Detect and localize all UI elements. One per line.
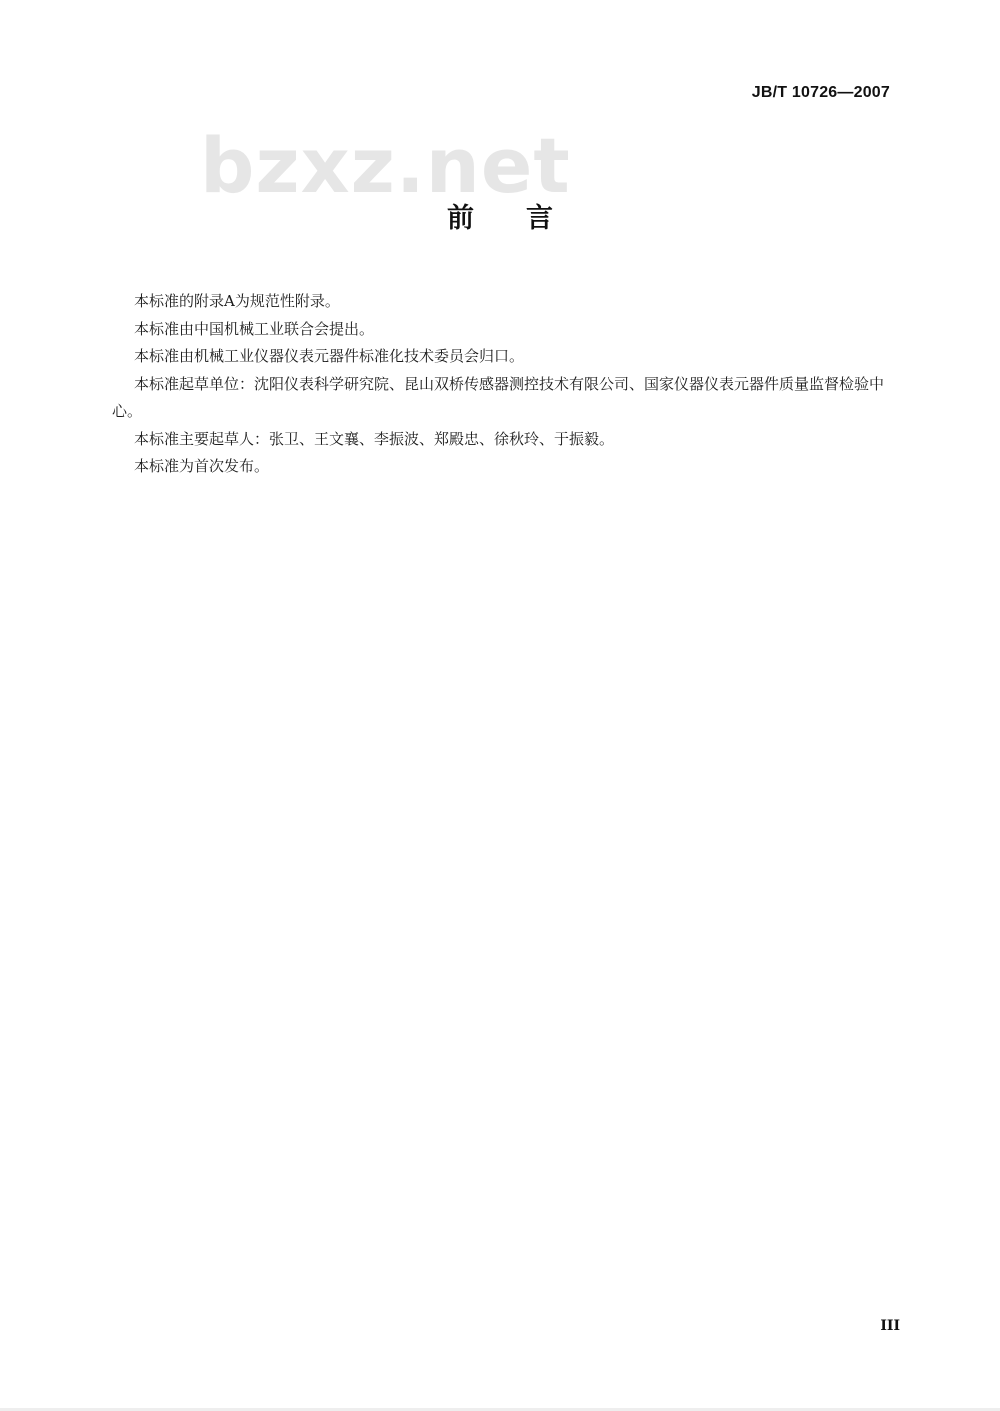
paragraph-drafters: 本标准主要起草人：张卫、王文襄、李振波、郑殿忠、徐秋玲、于振毅。 (134, 429, 615, 448)
standard-number: JB/T 10726—2007 (751, 84, 890, 101)
page-title: 前言 (447, 203, 605, 234)
paragraph-appendix: 本标准的附录A为规范性附录。 (134, 292, 340, 310)
paragraph-drafting-units: 本标准起草单位：沈阳仪表科学研究院、昆山双桥传感器测控技术有限公司、国家仪器仪表元器件质量监督检验中心。 (112, 374, 885, 420)
paragraph-proposer: 本标准由中国机械工业联合会提出。 (134, 319, 375, 338)
preface-body (112, 288, 896, 481)
page-number: III (880, 1318, 900, 1334)
paragraph-committee: 本标准由机械工业仪器仪表元器件标准化技术委员会归口。 (134, 347, 525, 365)
watermark: bzxz.net (200, 121, 571, 210)
paragraph-first-release: 本标准为首次发布。 (134, 457, 270, 475)
